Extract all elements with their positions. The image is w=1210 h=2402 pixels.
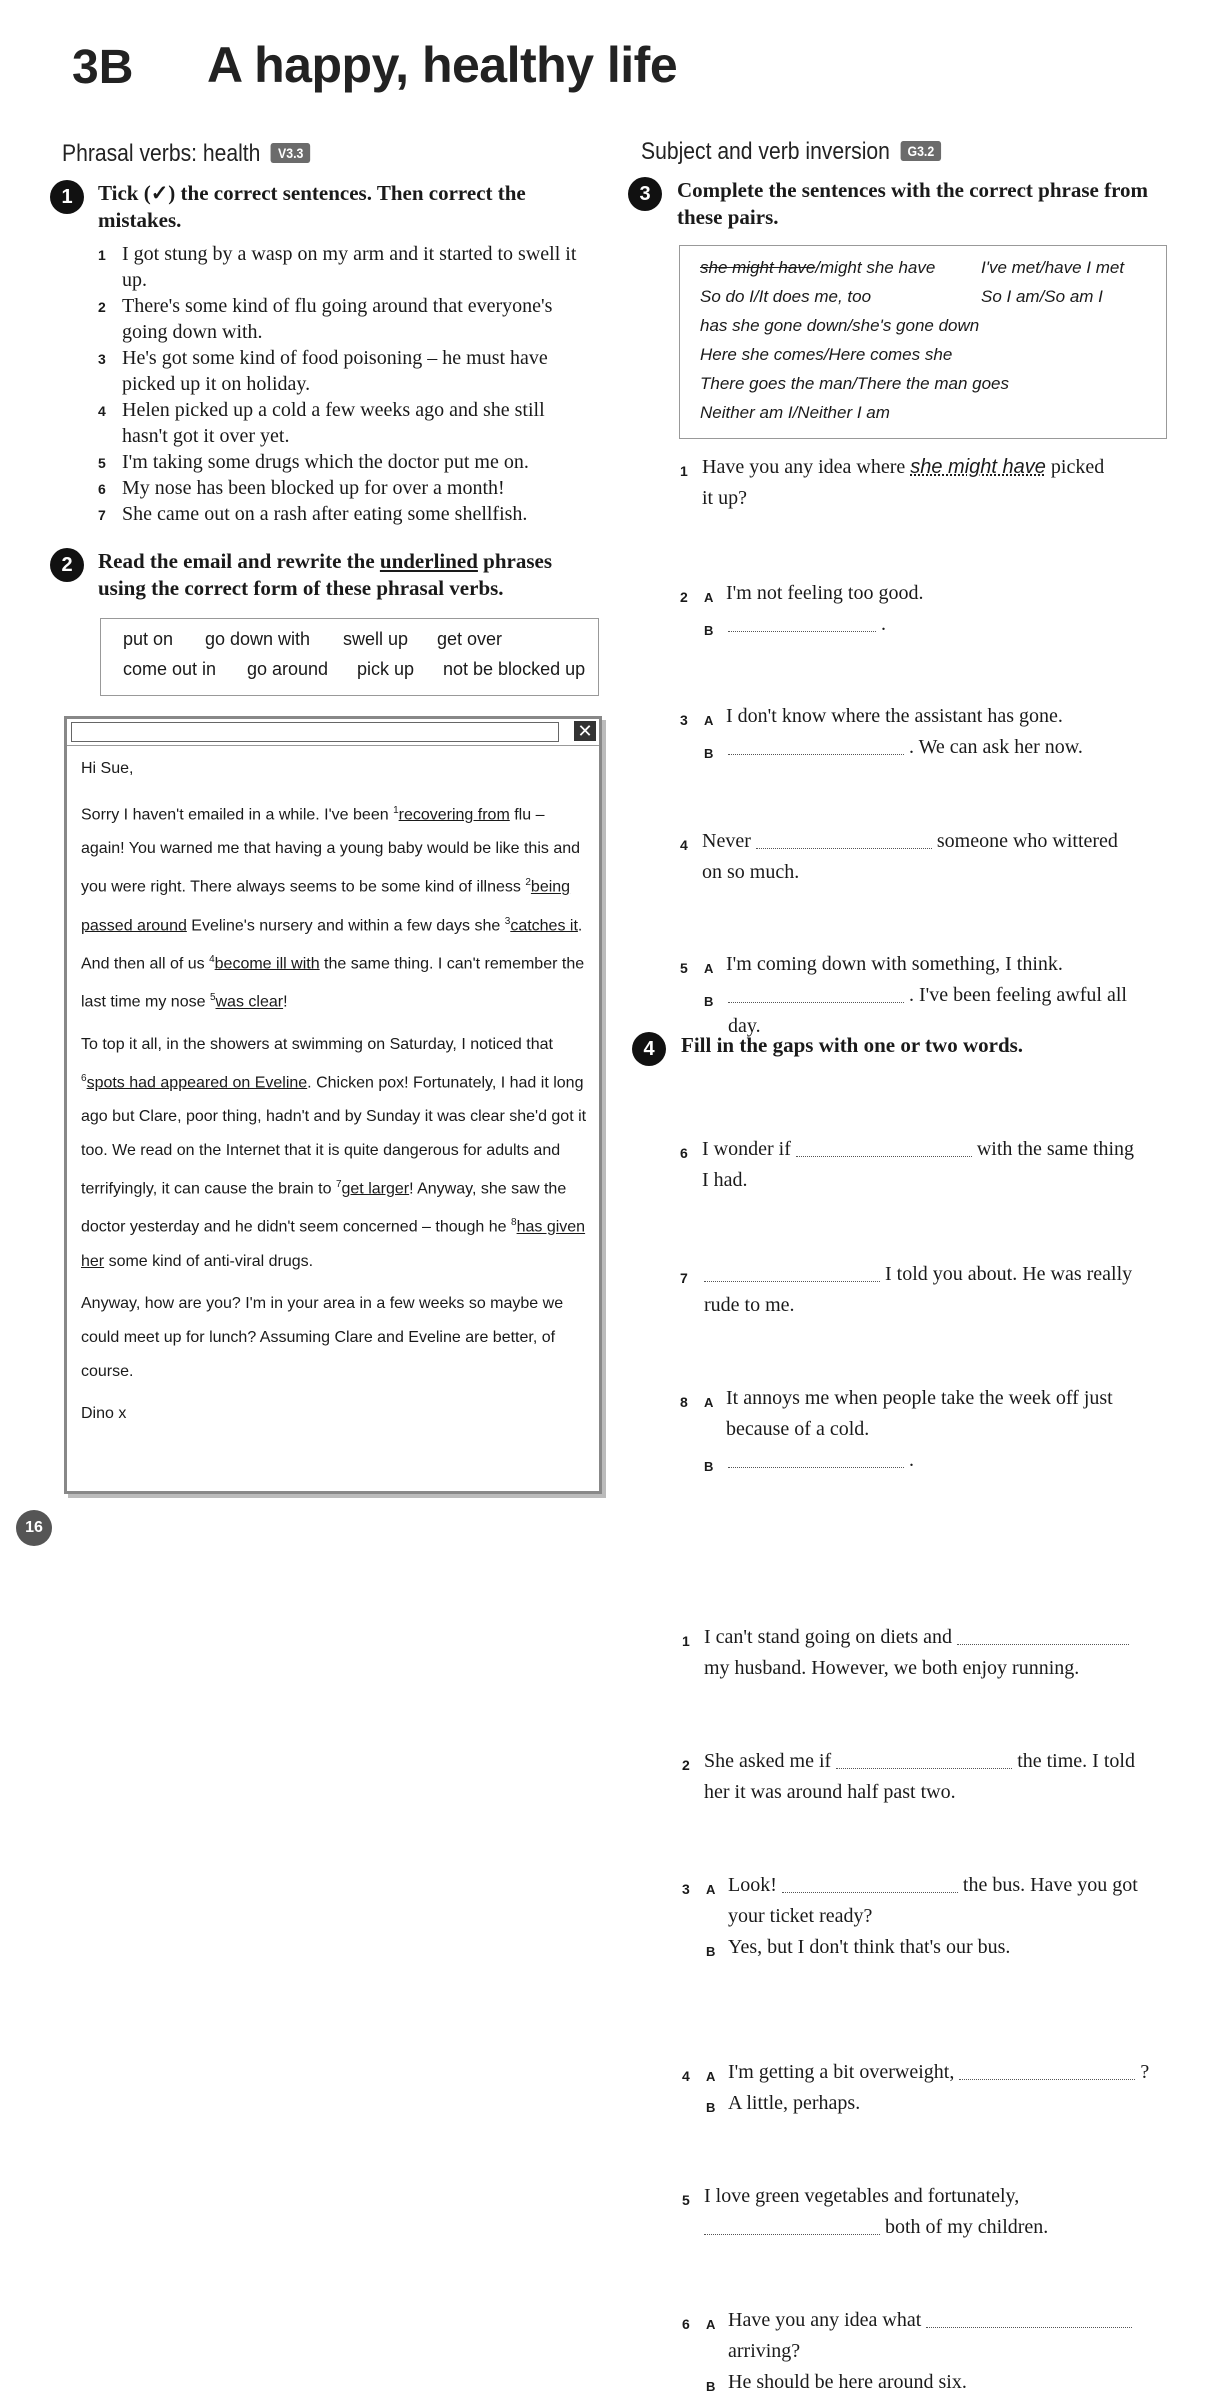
reference-badge: V3.3 [271,143,310,163]
word: get over [437,629,503,649]
section-heading-text: Phrasal verbs: health [62,140,261,167]
question-3-5: 5 A I'm coming down with something, I think. B . I've been feeling awful all day. [680,953,1127,1037]
answer-gap[interactable] [756,830,932,849]
word: not be blocked up [443,659,586,679]
answer-gap[interactable] [728,613,876,632]
answer-gap[interactable] [836,1750,1012,1769]
example-answer: she might have [910,456,1046,478]
answer-gap[interactable] [704,1263,880,1282]
exercise-instruction: Fill in the gaps with one or two words. [681,1033,1024,1057]
answer-gap[interactable] [728,736,904,755]
email-paragraph-2: To top it all, in the showers at swimming on Saturday, I noticed that $^6$spots had appeared on Eveline. Chicken pox! Fortunately, I had it long ago but Clare, poor thing, hadn't and by Sunday it was clear she'd got it too. We read on the Internet that it is quite dangerous for adults and terrifyingly, it can cause the brain to $^7$get larger! Anyway, she saw the doctor yesterday and he didn't seem concerned – though he $^8$has given her some kind of anti-viral drugs. [81,1035,587,1270]
phrase-pair: Here she comes/Here comes she [700,345,953,364]
exercise-instruction: Read the email and rewrite the underlined phrases using the correct form of these phrasal verbs. [98,549,553,600]
email-paragraph-3: Anyway, how are you? I'm in your area in a few weeks so maybe we could meet up for lunch? Assuming Clare and Eveline are better, of course. [81,1294,564,1380]
close-icon[interactable]: ✕ [574,721,596,741]
question-4-5: 5 I love green vegetables and fortunately, both of my children. [682,2185,1049,2238]
question-4-4: 4 A I'm getting a bit overweight, ? B A little, perhaps. [682,2061,1150,2115]
email-title-bar [67,719,599,746]
exercise-1-list [98,241,588,527]
exercise-number: 3 [628,177,662,211]
unit-number: 3B [72,41,134,94]
answer-gap[interactable] [796,1138,972,1157]
phrase-pair: I've met/have I met [981,258,1125,277]
email-paragraph-1: Sorry I haven't emailed in a while. I've been $^1$recovering from flu – again! You warned me that having a young baby would be like this and you were right. There always seems to be some kind of illness $^2$being passed around Eveline's nursery and within a few days she $^3$catches it. And then all of us $^4$become ill with the same thing. I can't remember the last time my nose $^5$was clear! [81,805,585,1011]
email-greeting: Hi Sue, [81,760,134,777]
page-title: A happy, healthy life [207,37,678,93]
struck-phrase: she might have [700,258,816,277]
list-item: 3 He's got some kind of food poisoning – he must have picked up it on holiday. [98,347,548,395]
phrase-pair: So I am/So am I [981,287,1103,306]
page-number: 16 [16,1510,52,1546]
question-3-7: 7 I told you about. He was really rude to me. [680,1263,1133,1316]
list-item: 6 My nose has been blocked up for over a month! [98,477,505,499]
answer-gap[interactable] [728,984,904,1003]
word: come out in [123,659,217,679]
question-3-1: 1 Have you any idea where she might have picked it up? [680,456,1105,509]
section-heading-inversion [641,138,941,166]
list-item: 1 I got stung by a wasp on my arm and it started to swell it up. [98,243,577,291]
email-body [67,746,599,1445]
word: swell up [343,629,409,649]
email-signature: Dino x [81,1404,127,1422]
exercise-number: 2 [50,548,84,582]
word: go down with [205,629,311,649]
answer-gap[interactable] [959,2061,1135,2080]
section-heading-phrasal-verbs [62,140,310,168]
list-item: 5 I'm taking some drugs which the doctor put me on. [98,451,529,473]
section-heading-text: Subject and verb inversion [641,138,890,165]
exercise-instruction: Complete the sentences with the correct phrase from these pairs. [677,178,1149,229]
list-item: 4 Helen picked up a cold a few weeks ago and she still hasn't got it over yet. [98,399,545,447]
answer-gap[interactable] [957,1626,1129,1645]
phrase-pair: So do I/It does me, too [700,287,872,306]
question-3-6: 6 I wonder if with the same thing I had. [680,1138,1135,1191]
question-4-6: 6 A Have you any idea what arriving? B He should be here around six. [682,2305,1177,2398]
question-4-1: 1 I can't stand going on diets and my husband. However, we both enjoy running. [682,1622,1172,1684]
word: go around [247,659,329,679]
reference-badge: G3.2 [900,141,941,161]
question-4-2: 2 She asked me if the time. I told her it was around half past two. [682,1750,1135,1803]
word: put on [123,629,174,649]
phrase-pair: There goes the man/There the man goes [700,374,1010,393]
list-item: 7 She came out on a rash after eating some shellfish. [98,503,528,525]
question-3-2: 2 A I'm not feeling too good. B . [680,582,924,638]
question-4-3: 3 A Look! the bus. Have you got your ticket ready? B Yes, but I don't think that's our bus. [682,1874,1138,1959]
phrase-pair: has she gone down/she's gone down [700,316,980,335]
email-window [64,716,602,1494]
answer-gap[interactable] [728,1449,904,1468]
phrase-pairs-box: she might have/might she have So do I/It does me, too has she gone down/she's gone down Here she comes/Here comes she There goes the man/There the man goes Neither am I/Neither I am I've met/have I met So I am/So am I [679,245,1167,439]
exercise-number: 1 [50,180,84,214]
exercise-number: 4 [632,1032,666,1066]
question-3-3: 3 A I don't know where the assistant has gone. B . We can ask her now. [680,705,1083,761]
list-item: 2 There's some kind of flu going around that everyone's going down with. [98,295,553,343]
word: pick up [357,659,415,679]
phrase-pair: Neither am I/Neither I am [700,403,890,422]
exercise-instruction: Tick (✓) the correct sentences. Then correct the mistakes. [98,181,526,232]
answer-gap[interactable] [704,2216,880,2235]
question-3-4: 4 Never someone who wittered on so much. [680,830,1118,883]
answer-gap[interactable] [782,1874,958,1893]
answer-gap[interactable] [926,2309,1132,2328]
word-box [100,618,599,696]
email-subject-field [71,722,559,742]
question-3-8: 8 A It annoys me when people take the week off just because of a cold. B . [680,1387,1113,1474]
